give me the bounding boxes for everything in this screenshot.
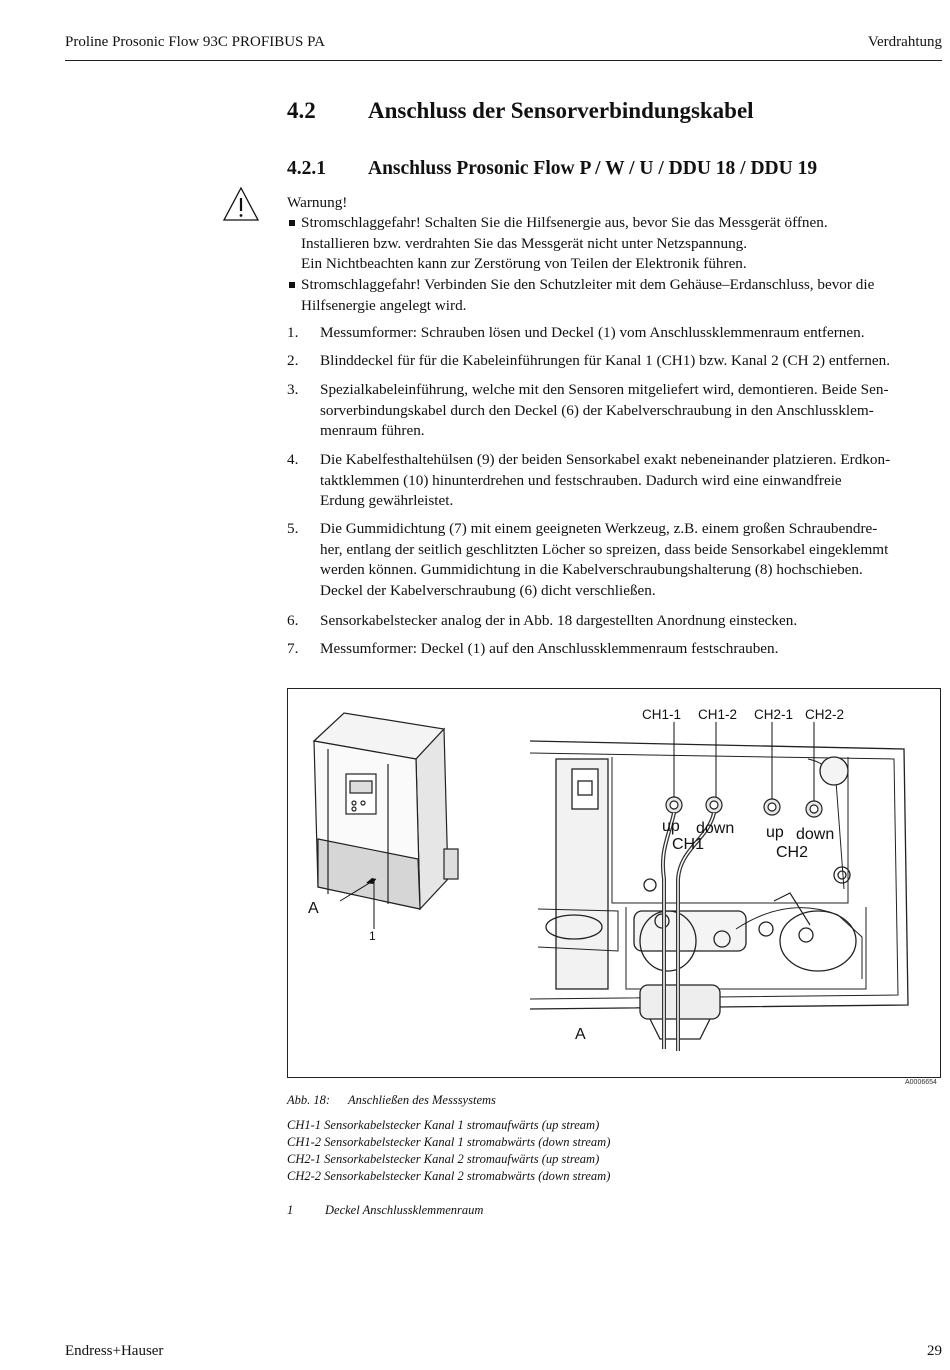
label-ch2-2: CH2-2 <box>805 707 845 722</box>
sensor-connectors <box>666 797 822 817</box>
warning-icon <box>222 186 260 222</box>
bullet-line: Ein Nichtbeachten kann zur Zerstörung von Teilen der Elektronik führen. <box>301 255 747 272</box>
label-ch2: CH2 <box>776 844 809 861</box>
subsection-number: 4.2.1 <box>287 158 326 179</box>
bullet-line: Stromschlaggefahr! Schalten Sie die Hilfsenergie aus, bevor Sie das Messgerät öffnen. <box>301 214 828 231</box>
step-line: menraum führen. <box>320 422 425 439</box>
step-item <box>287 611 942 632</box>
step-line: Messumformer: Deckel (1) auf den Anschlussklemmenraum festschrauben. <box>320 640 779 657</box>
running-header-title: Proline Prosonic Flow 93C PROFIBUS PA <box>65 34 325 50</box>
label-ch1-1: CH1-1 <box>642 707 682 722</box>
step-line: werden können. Gummidichtung in die Kabelverschraubungshalterung (8) hochschieben. <box>320 561 863 578</box>
step-number: 1. <box>287 324 299 341</box>
label-a-small: A <box>308 900 319 917</box>
step-number: 3. <box>287 381 299 398</box>
transmitter-housing-drawing <box>314 713 458 909</box>
bullet-line: Stromschlaggefahr! Verbinden Sie den Schutzleiter mit dem Gehäuse–Erdanschluss, bevor die <box>301 276 875 293</box>
caption-item: CH1-1 Sensorkabelstecker Kanal 1 stromaufwärts (up stream) <box>287 1118 600 1132</box>
step-number: 7. <box>287 640 299 657</box>
step-line: Die Gummidichtung (7) mit einem geeigneten Werkzeug, z.B. einem großen Schraubendre- <box>320 520 878 537</box>
label-down-ch2: down <box>796 826 835 843</box>
caption-item: CH1-2 Sensorkabelstecker Kanal 1 stromabwärts (down stream) <box>287 1135 611 1149</box>
running-header-section: Verdrahtung <box>867 34 942 50</box>
step-line: Sensorkabelstecker analog der in Abb. 18 dargestellten Anordnung einstecken. <box>320 612 798 629</box>
caption-number: Abb. 18: <box>287 1093 331 1107</box>
warning-bullet <box>287 275 942 316</box>
step-line: her, entlang der seitlich geschlitzten Löcher so spreizen, dass beide Sensorkabel eingeklemmt <box>320 540 889 558</box>
step-line: taktklemmen (10) hinunterdrehen und festschrauben. Dadurch wird eine einwandfreie <box>320 471 842 489</box>
bullet-line: Installieren bzw. verdrahten Sie das Messgerät nicht unter Netzspannung. <box>301 234 748 252</box>
caption-item: CH2-1 Sensorkabelstecker Kanal 2 stromaufwärts (up stream) <box>287 1152 600 1166</box>
footer-company: Endress+Hauser <box>65 1343 164 1359</box>
caption-items <box>287 1117 610 1185</box>
step-item <box>287 639 942 660</box>
label-ch1-2: CH1-2 <box>698 707 738 722</box>
caption-title: Anschließen des Messsystems <box>348 1093 496 1107</box>
step-line: Spezialkabeleinführung, welche mit den Sensoren mitgeliefert wird, demontieren. Beide Sen- <box>320 381 889 398</box>
figure-legend <box>287 1203 483 1218</box>
figure-id: A0006654 <box>905 1079 937 1086</box>
warning-bullet <box>287 213 942 275</box>
label-cover-1: 1 <box>369 929 376 943</box>
bullet-line: Hilfsenergie angelegt wird. <box>301 296 467 314</box>
header-rule <box>65 60 942 61</box>
step-item <box>287 323 942 344</box>
label-a-big: A <box>575 1026 586 1043</box>
step-item <box>287 450 942 512</box>
step-line: Erdung gewährleistet. <box>320 492 454 509</box>
section-title: Anschluss der Sensorverbindungskabel <box>368 98 754 123</box>
step-number: 2. <box>287 352 299 369</box>
section-heading <box>287 98 754 124</box>
step-number: 5. <box>287 520 299 537</box>
step-number: 4. <box>287 451 299 468</box>
step-item <box>287 519 942 601</box>
page-number: 29 <box>927 1343 942 1359</box>
figure-caption <box>287 1092 496 1109</box>
label-ch1: CH1 <box>672 836 705 853</box>
step-line: sorverbindungskabel durch den Deckel (6) der Kabelverschraubung in den Anschlussklem- <box>320 401 874 419</box>
label-up-ch1: up <box>662 818 680 835</box>
bullet-square <box>289 282 295 288</box>
wiring-figure <box>287 688 941 1078</box>
label-up-ch2: up <box>766 824 784 841</box>
step-line: Deckel der Kabelverschraubung (6) dicht verschließen. <box>320 581 656 599</box>
subsection-heading <box>287 158 817 180</box>
legend-key: 1 <box>287 1203 294 1217</box>
ch-leader-lines <box>674 722 814 801</box>
step-line: Messumformer: Schrauben lösen und Deckel (1) vom Anschlussklemmenraum entfernen. <box>320 324 865 341</box>
section-number: 4.2 <box>287 98 316 123</box>
label-down-ch1: down <box>696 820 735 837</box>
step-number: 6. <box>287 612 299 629</box>
warning-label: Warnung! <box>287 194 348 211</box>
subsection-title: Anschluss Prosonic Flow P / W / U / DDU 18 / DDU 19 <box>368 158 818 179</box>
step-item <box>287 380 942 442</box>
label-ch2-1: CH2-1 <box>754 707 794 722</box>
step-line: Blinddeckel für für die Kabeleinführungen für Kanal 1 (CH1) bzw. Kanal 2 (CH 2) entfernen. <box>320 352 891 369</box>
legend-text: Deckel Anschlussklemmenraum <box>325 1203 484 1217</box>
wiring-illustration <box>288 689 942 1079</box>
terminal-compartment-drawing <box>530 741 908 1039</box>
step-item <box>287 351 942 372</box>
bullet-square <box>289 220 295 226</box>
caption-item: CH2-2 Sensorkabelstecker Kanal 2 stromabwärts (down stream) <box>287 1169 611 1183</box>
step-line: Die Kabelfesthaltehülsen (9) der beiden Sensorkabel exakt nebeneinander platzieren. Erdkon- <box>320 451 891 468</box>
